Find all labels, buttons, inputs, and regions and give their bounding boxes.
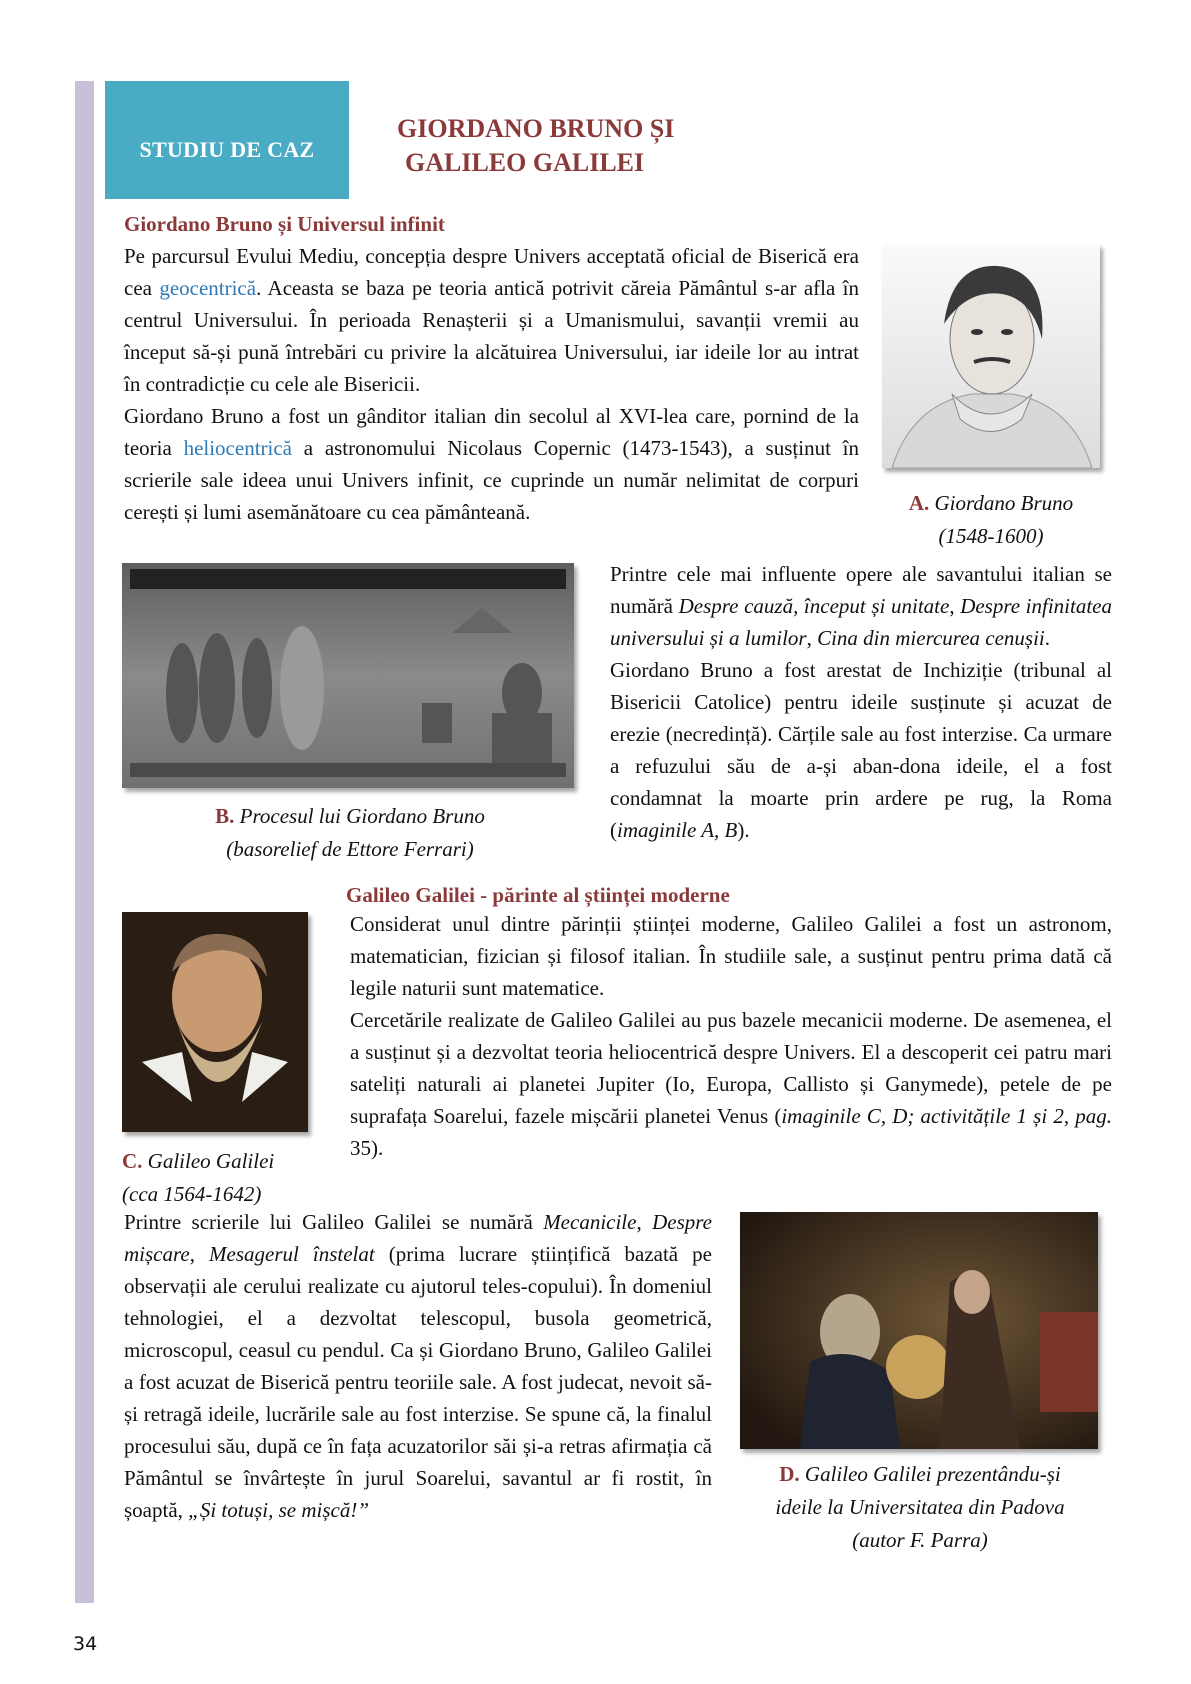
term-heliocentric: heliocentrică xyxy=(183,436,292,460)
image-reference: imaginile C, D; activitățile 1 și 2, pag. xyxy=(781,1104,1112,1128)
figure-c-letter: C. xyxy=(122,1149,143,1173)
section-heading-galilei: Galileo Galilei - părinte al științei moderne xyxy=(346,883,730,907)
paragraph-geocentric: Pe parcursul Evului Mediu, concepția despre Univers acceptată oficial de Biserică era cea geocentrică. Aceasta se baza pe teoria antică potrivit căreia Pământul s-ar afla în centrul Universului. În perioada Renașterii și a Umanismului, savanții vremii au început să-și pună întrebări cu privire la alcătuirea Universului, iar ideile lor au intrat în contradicție cu cele ale Bisericii. xyxy=(124,244,859,396)
famous-quote: „Și totuși, se mișcă!” xyxy=(188,1498,370,1522)
image-reference: imaginile A, B xyxy=(617,818,738,842)
page-title-line-2: GALILEO GALILEI xyxy=(405,148,645,177)
figure-d-caption: D. Galileo Galilei prezentându-și ideile la Universitatea din Padova (autor F. Parra) xyxy=(775,1462,1065,1552)
work-title: Mesagerul înstelat xyxy=(209,1242,375,1266)
galilei-intro-paragraph xyxy=(350,908,1112,1164)
figure-c-portrait-galilei xyxy=(122,912,308,1132)
page-title-line-1: GIORDANO BRUNO ȘI xyxy=(397,114,675,143)
figure-c-caption: C. Galileo Galilei (cca 1564-1642) xyxy=(122,1149,275,1206)
figure-d-letter: D. xyxy=(779,1462,800,1486)
case-study-label: STUDIU DE CAZ xyxy=(139,137,315,162)
figure-a-letter: A. xyxy=(908,491,930,515)
figure-b-bas-relief xyxy=(122,563,574,788)
figure-b-letter: B. xyxy=(215,804,235,828)
paragraph-heliocentric: Giordano Bruno a fost un gânditor italian din secolul al XVI-lea care, pornind de la teoria heliocentrică a astronomului Nicolaus Copernic (1473-1543), a susținut în scrierile sale ideea unui Univers infinit, ce cuprinde un număr nelimitat de corpuri cerești și lumi asemănătoare cu cea pământeană. xyxy=(124,404,859,524)
work-title: Mecanicile xyxy=(543,1210,637,1234)
figure-a-portrait-bruno xyxy=(882,244,1100,468)
figure-a-caption: A. Giordano Bruno (1548-1600) xyxy=(908,491,1074,548)
paragraph-bruno-trial: Giordano Bruno a fost arestat de Inchiziție (tribunal al Bisericii Catolice) pentru ideile susținute și acuzat de erezie (necredință). Cărțile sale au fost interzise. Ca urmare a refuzului său de a-și aban-dona ideile, el a fost condamnat la moarte prin ardere pe rug, la Roma (imaginile A, B). xyxy=(610,658,1112,842)
work-title: Despre cauză, început și unitate xyxy=(678,594,950,618)
page-number: 34 xyxy=(73,1633,98,1655)
paragraph-galilei-works: Printre scrierile lui Galileo Galilei se numără Mecanicile, Despre mișcare, Mesagerul înstelat (prima lucrare științifică bazată pe observații ale cerului realizate cu ajutorul teles-copului). În domeniul tehnologiei, el a dezvoltat telescopul, busola geometrică, microscopul, ceasul cu pendul. Ca și Giordano Bruno, Galileo Galilei a fost acuzat de Biserică pentru teoriile sale. A fost judecat, nevoit să-și retragă ideile, lucrările sale au fost interzise. Se spune că, la finalul procesului său, după ce în fața acuzatorilor săi și-a retras afirmația că Pământul se învârtește în jurul Soarelui, savantul ar fi rostit, în șoaptă, „Și totuși, se mișcă!” xyxy=(124,1210,713,1522)
galilei-works-paragraph xyxy=(124,1206,712,1526)
figure-d-painting-padova xyxy=(740,1212,1098,1449)
case-study-label-box xyxy=(105,81,349,199)
work-title: Despre mișcare xyxy=(124,1210,712,1266)
page-title xyxy=(397,112,674,180)
paragraph-galilei-intro: Considerat unul dintre părinții științei moderne, Galileo Galilei a fost un astronom, matematician, fizician și filosof italian. În studiile sale, a susținut pentru prima dată că legile naturii sunt matematice. xyxy=(350,912,1112,1000)
section-heading-bruno: Giordano Bruno și Universul infinit xyxy=(124,212,445,236)
bruno-intro-paragraph xyxy=(124,240,859,528)
sidebar-accent-bar xyxy=(75,81,94,1603)
work-title: Despre infinitatea universului și a lumilor xyxy=(610,594,1113,650)
work-title: Cina din miercurea cenușii xyxy=(817,626,1045,650)
paragraph-galilei-research: Cercetările realizate de Galileo Galilei au pus bazele mecanicii moderne. De asemenea, el a susținut și a dezvoltat teoria heliocentrică despre Univers. El a descoperit cei patru mari sateliți naturali ai planetei Jupiter (Io, Europa, Callisto și Ganymede), petele de pe suprafața Soarelui, fazele mișcării planetei Venus (imaginile C, D; activitățile 1 și 2, pag. 35). xyxy=(350,1008,1112,1160)
figure-b-caption: B. Procesul lui Giordano Bruno (basorelief de Ettore Ferrari) xyxy=(215,804,485,861)
bruno-works-paragraph xyxy=(610,558,1112,846)
paragraph-bruno-works: Printre cele mai influente opere ale savantului italian se numără Despre cauză, început și unitate, Despre infinitatea universului și a lumilor, Cina din miercurea cenușii. xyxy=(610,562,1113,650)
term-geocentric: geocentrică xyxy=(159,276,257,300)
